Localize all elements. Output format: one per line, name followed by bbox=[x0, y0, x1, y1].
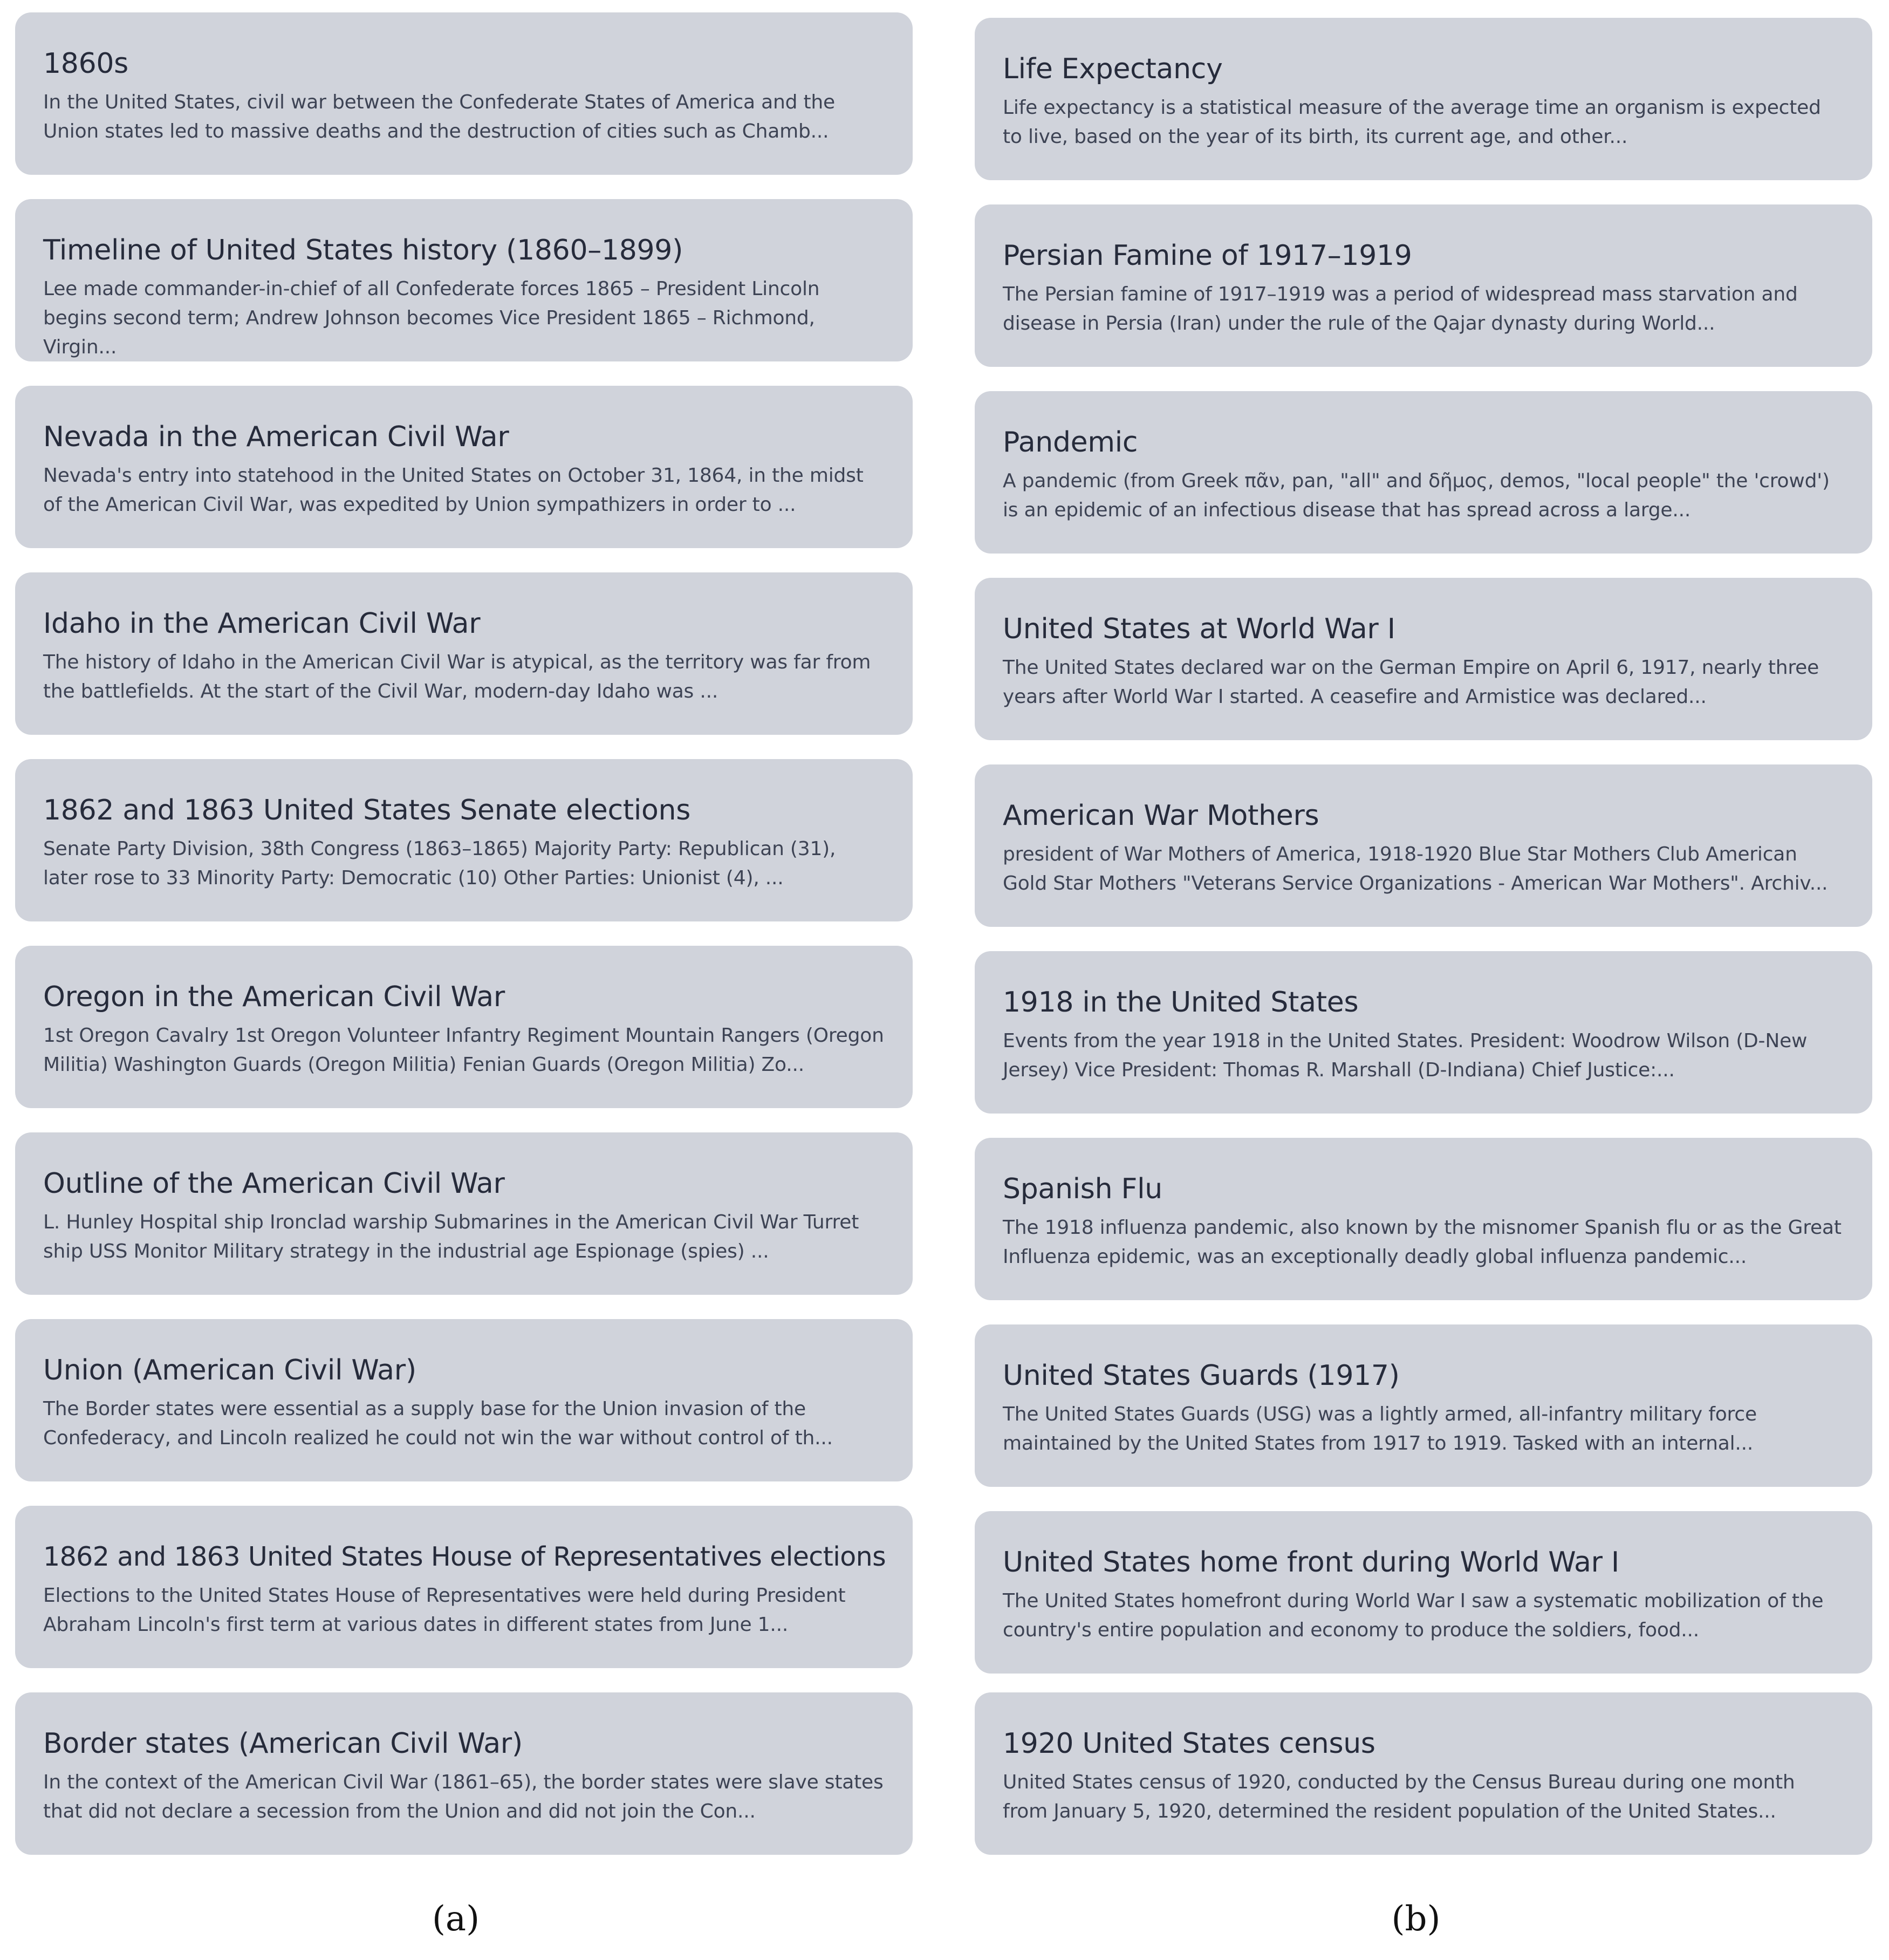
result-card[interactable] bbox=[975, 1138, 1872, 1300]
result-title[interactable]: Border states (American Civil War) bbox=[43, 1727, 523, 1760]
result-title[interactable]: Spanish Flu bbox=[1003, 1173, 1162, 1205]
result-snippet: The history of Idaho in the American Civil War is atypical, as the territory was far from the battlefields. At the start of the Civil War, modern-day Idaho was ... bbox=[43, 651, 871, 702]
result-snippet: Nevada's entry into statehood in the United States on October 31, 1864, in the midst of the American Civil War, was expedited by Union sympathizers in order to ... bbox=[43, 465, 864, 516]
result-title[interactable]: United States at World War I bbox=[1003, 613, 1395, 645]
result-snippet: The United States Guards (USG) was a lightly armed, all-infantry military force maintained by the United States from 1917 to 1919. Tasked with an internal... bbox=[1003, 1403, 1757, 1454]
result-snippet: The 1918 influenza pandemic, also known by the misnomer Spanish flu or as the Great Influenza epidemic, was an exceptionally deadly global influenza pandemic... bbox=[1003, 1217, 1842, 1268]
result-title[interactable]: Life Expectancy bbox=[1003, 53, 1223, 85]
result-title[interactable]: Outline of the American Civil War bbox=[43, 1167, 505, 1200]
result-snippet: Events from the year 1918 in the United States. President: Woodrow Wilson (D-New Jersey) Vice President: Thomas R. Marshall (D-Indiana) Chief Justice:... bbox=[1003, 1030, 1808, 1081]
result-title[interactable]: Idaho in the American Civil War bbox=[43, 607, 481, 640]
result-card[interactable] bbox=[15, 946, 913, 1108]
result-snippet: The Persian famine of 1917–1919 was a period of widespread mass starvation and disease in Persia (Iran) under the rule of the Qajar dynasty during World... bbox=[1003, 283, 1798, 334]
result-title[interactable]: 1920 United States census bbox=[1003, 1727, 1375, 1760]
result-card[interactable] bbox=[15, 12, 913, 175]
result-title[interactable]: United States home front during World War I bbox=[1003, 1546, 1619, 1579]
result-title[interactable]: American War Mothers bbox=[1003, 800, 1319, 832]
result-snippet: The Border states were essential as a supply base for the Union invasion of the Confederacy, and Lincoln realized he could not win the war without control of th... bbox=[43, 1398, 833, 1449]
result-card[interactable] bbox=[975, 764, 1872, 927]
result-card[interactable] bbox=[975, 1324, 1872, 1487]
panel-label-a: (a) bbox=[432, 1899, 480, 1939]
result-card[interactable] bbox=[975, 204, 1872, 367]
result-snippet: 1st Oregon Cavalry 1st Oregon Volunteer Infantry Regiment Mountain Rangers (Oregon Militia) Washington Guards (Oregon Militia) Fenian Guards (Oregon Militia) Zo... bbox=[43, 1025, 884, 1076]
result-card[interactable] bbox=[15, 572, 913, 735]
result-title[interactable]: Persian Famine of 1917–1919 bbox=[1003, 240, 1412, 272]
result-snippet: president of War Mothers of America, 1918-1920 Blue Star Mothers Club American Gold Star Mothers "Veterans Service Organizations - American War Mothers". Archiv... bbox=[1003, 843, 1828, 894]
result-card[interactable] bbox=[975, 391, 1872, 554]
result-snippet: Life expectancy is a statistical measure of the average time an organism is expected to live, based on the year of its birth, its current age, and other... bbox=[1003, 97, 1821, 148]
result-snippet: In the context of the American Civil War (1861–65), the border states were slave states that did not declare a secession from the Union and did not join the Con... bbox=[43, 1771, 884, 1822]
result-snippet: The United States declared war on the German Empire on April 6, 1917, nearly three years after World War I started. A ceasefire and Armistice was declared... bbox=[1003, 657, 1819, 708]
result-card[interactable] bbox=[975, 578, 1872, 740]
result-card[interactable] bbox=[15, 1319, 913, 1481]
result-snippet: The United States homefront during World War I saw a systematic mobilization of the country's entire population and economy to produce the soldiers, food... bbox=[1003, 1590, 1824, 1641]
result-title[interactable]: 1918 in the United States bbox=[1003, 986, 1359, 1019]
result-title[interactable]: United States Guards (1917) bbox=[1003, 1360, 1400, 1392]
result-title[interactable]: Union (American Civil War) bbox=[43, 1354, 416, 1387]
result-card[interactable] bbox=[975, 951, 1872, 1114]
result-snippet: United States census of 1920, conducted by the Census Bureau during one month from January 5, 1920, determined the resident population of the United States... bbox=[1003, 1771, 1795, 1822]
result-card[interactable] bbox=[15, 386, 913, 548]
result-card[interactable] bbox=[15, 1692, 913, 1855]
result-title[interactable]: Timeline of United States history (1860–1899) bbox=[43, 234, 683, 267]
result-card[interactable] bbox=[15, 1132, 913, 1295]
result-snippet: L. Hunley Hospital ship Ironclad warship Submarines in the American Civil War Turret ship USS Monitor Military strategy in the industrial age Espionage (spies) ... bbox=[43, 1211, 859, 1262]
result-card[interactable] bbox=[975, 1692, 1872, 1855]
result-title[interactable]: Pandemic bbox=[1003, 426, 1138, 459]
result-title[interactable]: 1862 and 1863 United States Senate elections bbox=[43, 794, 690, 827]
result-card[interactable] bbox=[975, 18, 1872, 180]
result-snippet: A pandemic (from Greek πᾶν, pan, "all" and δῆμος, demos, "local people" the 'crowd') is an epidemic of an infectious disease that has spread across a large... bbox=[1003, 470, 1830, 521]
panel-label-b: (b) bbox=[1391, 1899, 1441, 1939]
result-title[interactable]: 1860s bbox=[43, 47, 128, 80]
result-title[interactable]: Nevada in the American Civil War bbox=[43, 421, 509, 453]
result-card[interactable] bbox=[15, 199, 913, 361]
result-card[interactable] bbox=[975, 1511, 1872, 1674]
result-title[interactable]: 1862 and 1863 United States House of Representatives elections bbox=[43, 1541, 886, 1572]
result-snippet: Senate Party Division, 38th Congress (1863–1865) Majority Party: Republican (31), later rose to 33 Minority Party: Democratic (10) Other Parties: Unionist (4), ... bbox=[43, 838, 836, 889]
result-snippet: In the United States, civil war between the Confederate States of America and the Union states led to massive deaths and the destruction of cities such as Chamb... bbox=[43, 91, 835, 142]
result-title[interactable]: Oregon in the American Civil War bbox=[43, 981, 505, 1013]
result-snippet: Elections to the United States House of Representatives were held during President Abraham Lincoln's first term at various dates in different states from June 1... bbox=[43, 1585, 846, 1636]
result-card[interactable] bbox=[15, 759, 913, 921]
result-snippet: Lee made commander-in-chief of all Confederate forces 1865 – President Lincoln begins second term; Andrew Johnson becomes Vice President 1865 – Richmond, Virgin... bbox=[43, 278, 820, 358]
result-card[interactable] bbox=[15, 1506, 913, 1668]
